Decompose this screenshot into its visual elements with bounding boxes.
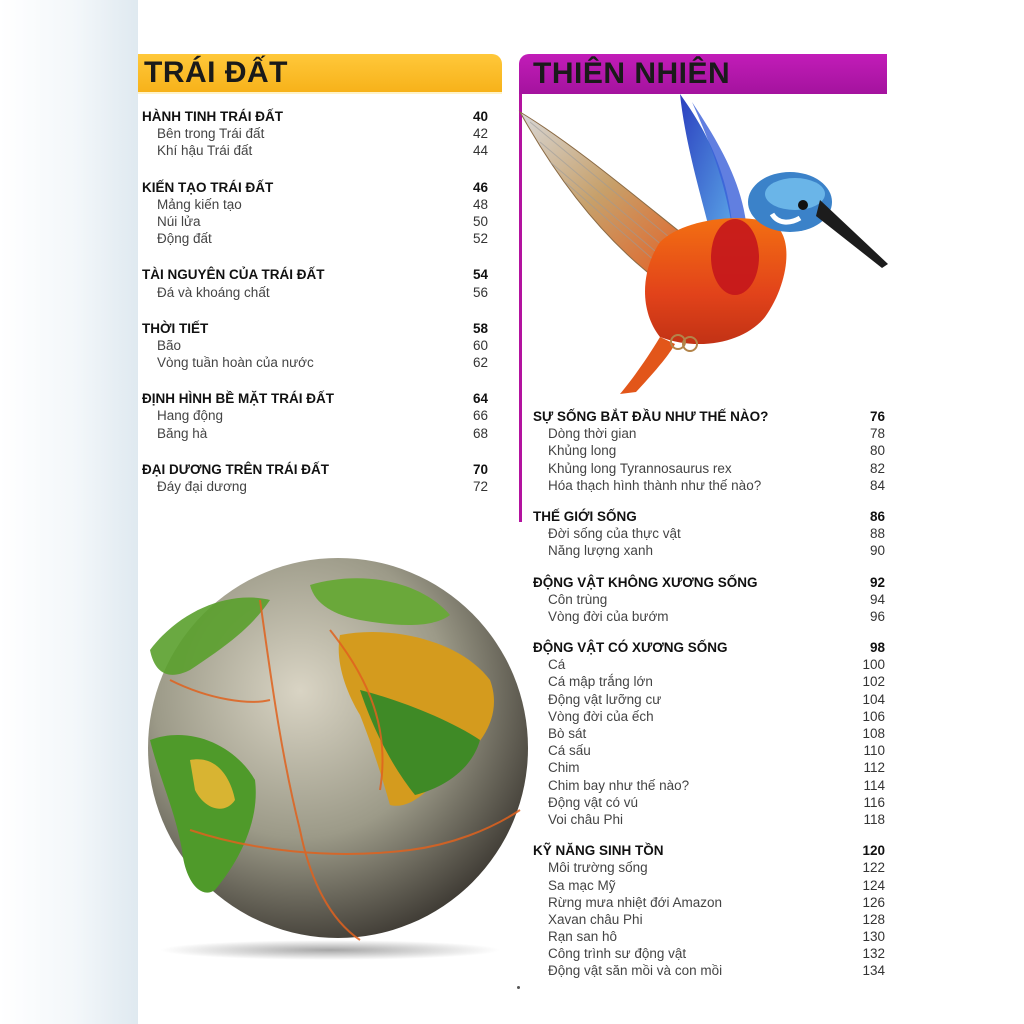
toc-entry-title: Động vật lưỡng cư (548, 691, 662, 707)
toc-entry-page: 132 (862, 946, 885, 962)
toc-entry-title: Khủng long Tyrannosaurus rex (548, 460, 732, 476)
toc-section (533, 842, 885, 980)
toc-entry-page: 108 (862, 726, 885, 741)
toc-entry-page: 134 (862, 963, 885, 979)
toc-entry-title: Chim (548, 760, 580, 776)
toc-entry (142, 354, 488, 371)
toc-entry (533, 759, 885, 776)
toc-entry-title: Hóa thạch hình thành như thế nào? (548, 477, 762, 493)
nature-title: THIÊN NHIÊN (533, 57, 731, 90)
toc-entry-title: Khủng long (548, 443, 617, 459)
toc-entry-page: 84 (869, 477, 885, 493)
toc-section-heading (142, 390, 488, 407)
toc-entry (533, 777, 885, 794)
toc-section-heading (142, 461, 488, 478)
toc-section (533, 408, 885, 494)
toc-entry (533, 794, 885, 811)
toc-section-heading (533, 639, 885, 656)
toc-entry-page: 106 (862, 708, 885, 724)
toc-entry-page: 128 (862, 911, 885, 927)
toc-section (142, 108, 488, 160)
toc-section-page: 86 (869, 508, 885, 524)
toc-entry (533, 962, 885, 979)
toc-entry-page: 68 (472, 425, 488, 441)
toc-section (142, 461, 488, 495)
toc-entry-title: Bên trong Trái đất (157, 126, 265, 142)
toc-entry (533, 608, 885, 625)
toc-entry (533, 811, 885, 828)
toc-entry (142, 284, 488, 301)
toc-entry (533, 911, 885, 928)
toc-entry-page: 102 (862, 674, 885, 690)
toc-section-title: THỜI TIẾT (142, 320, 209, 336)
toc-entry-title: Đáy đại dương (157, 479, 247, 494)
toc-section-title: HÀNH TINH TRÁI ĐẤT (142, 109, 283, 124)
toc-entry-page: 100 (862, 657, 885, 673)
toc-entry-page: 88 (869, 526, 885, 542)
toc-entry-page: 122 (862, 860, 885, 876)
toc-section (142, 320, 488, 372)
toc-entry-page: 112 (863, 760, 885, 776)
print-mark (517, 986, 520, 989)
toc-entry-title: Đá và khoáng chất (157, 284, 270, 300)
toc-entry (533, 460, 885, 477)
toc-entry-title: Dòng thời gian (548, 426, 637, 442)
toc-section-page: 70 (472, 461, 488, 477)
toc-section-title: ĐỘNG VẬT CÓ XƯƠNG SỐNG (533, 640, 728, 656)
toc-entry (142, 337, 488, 354)
toc-entry-title: Năng lượng xanh (548, 543, 653, 559)
toc-section-page: 92 (869, 574, 885, 590)
toc-entry (533, 425, 885, 442)
toc-entry-title: Chim bay như thế nào? (548, 777, 690, 793)
toc-entry (533, 525, 885, 542)
toc-entry-title: Công trình sư động vật (548, 946, 687, 962)
toc-entry-page: 44 (472, 143, 488, 159)
toc-entry (142, 407, 488, 424)
toc-entry-title: Bão (157, 337, 182, 353)
toc-entry (533, 894, 885, 911)
toc-section-title: THẾ GIỚI SỐNG (533, 508, 637, 524)
toc-section-heading (533, 508, 885, 525)
toc-entry-page: 114 (863, 777, 885, 793)
toc-entry-title: Vòng tuần hoàn của nước (157, 355, 314, 371)
toc-entry-title: Mảng kiến tạo (157, 196, 242, 212)
toc-entry (142, 142, 488, 159)
toc-entry-title: Cá mập trắng lớn (548, 674, 653, 690)
toc-section-page: 64 (472, 391, 488, 407)
toc-entry-title: Bò sát (548, 726, 587, 741)
toc-entry-title: Sa mạc Mỹ (548, 877, 616, 893)
toc-entry-title: Môi trường sống (548, 860, 648, 876)
toc-section-title: ĐỊNH HÌNH BỀ MẶT TRÁI ĐẤT (142, 391, 334, 407)
toc-section-page: 120 (862, 843, 885, 859)
toc-section-heading (142, 108, 488, 125)
toc-entry (142, 125, 488, 142)
toc-entry-page: 90 (869, 543, 885, 559)
toc-entry (533, 673, 885, 690)
toc-section (533, 508, 885, 560)
toc-entry-title: Xavan châu Phi (548, 911, 643, 927)
toc-entry (533, 656, 885, 673)
toc-entry-title: Động vật săn mồi và con mồi (548, 963, 723, 979)
toc-entry-title: Núi lửa (157, 213, 201, 229)
toc-entry-title: Động đất (157, 231, 212, 247)
toc-section-page: 54 (472, 267, 488, 283)
kingfisher-illustration (510, 82, 890, 402)
toc-entry-title: Động vật có vú (548, 794, 639, 810)
toc-entry-page: 124 (862, 877, 885, 893)
toc-entry-page: 104 (862, 691, 885, 707)
toc-section-page: 76 (869, 409, 885, 424)
toc-nature (533, 408, 885, 980)
toc-section-heading (142, 179, 488, 196)
toc-entry-page: 52 (472, 231, 488, 247)
toc-entry-title: Cá sấu (548, 743, 591, 759)
earth-globe-illustration (130, 530, 530, 960)
toc-entry (533, 945, 885, 962)
toc-entry-page: 130 (862, 929, 885, 945)
toc-earth (142, 108, 488, 495)
toc-entry (142, 196, 488, 213)
toc-entry (142, 230, 488, 247)
toc-entry-page: 60 (472, 337, 488, 353)
toc-entry (533, 928, 885, 945)
toc-section-heading (142, 320, 488, 337)
toc-section-title: ĐẠI DƯƠNG TRÊN TRÁI ĐẤT (142, 461, 329, 477)
earth-title: TRÁI ĐẤT (144, 56, 288, 89)
toc-entry-title: Hang động (157, 408, 224, 424)
toc-section (142, 266, 488, 300)
toc-entry (533, 542, 885, 559)
toc-entry-page: 80 (869, 443, 885, 459)
toc-entry-page: 66 (472, 408, 488, 424)
toc-section (142, 179, 488, 248)
toc-entry-page: 96 (869, 608, 885, 624)
toc-entry (142, 213, 488, 230)
toc-section-page: 98 (869, 640, 885, 656)
toc-entry-title: Khí hậu Trái đất (157, 143, 253, 159)
toc-entry-page: 42 (472, 126, 488, 142)
toc-entry-page: 78 (869, 426, 885, 442)
toc-section (533, 574, 885, 626)
toc-entry (142, 425, 488, 442)
toc-entry (142, 478, 488, 495)
toc-entry-page: 48 (472, 196, 488, 212)
toc-entry-page: 50 (472, 213, 488, 229)
toc-section-heading (533, 408, 885, 425)
toc-section-page: 58 (472, 320, 488, 336)
toc-entry-page: 116 (863, 794, 885, 810)
section-header-earth (138, 54, 502, 94)
toc-section-page: 46 (472, 179, 488, 195)
toc-entry-page: 56 (472, 284, 488, 300)
toc-entry-title: Cá (548, 657, 566, 673)
toc-entry (533, 859, 885, 876)
toc-entry (533, 442, 885, 459)
toc-entry-page: 118 (863, 811, 885, 827)
toc-entry-page: 126 (862, 894, 885, 910)
toc-section-heading (533, 842, 885, 859)
toc-section-title: SỰ SỐNG BẮT ĐẦU NHƯ THẾ NÀO? (533, 409, 769, 424)
toc-entry-title: Vòng đời của ếch (548, 708, 654, 724)
toc-section-heading (142, 266, 488, 283)
toc-section-title: TÀI NGUYÊN CỦA TRÁI ĐẤT (142, 267, 325, 283)
toc-entry (533, 742, 885, 759)
toc-entry-title: Đời sống của thực vật (548, 526, 681, 542)
toc-section (142, 390, 488, 442)
toc-entry (533, 691, 885, 708)
toc-entry-title: Băng hà (157, 425, 208, 441)
toc-entry-title: Voi châu Phi (548, 811, 624, 827)
toc-section-heading (533, 574, 885, 591)
toc-entry-title: Rạn san hô (548, 929, 618, 945)
toc-entry-title: Côn trùng (548, 591, 608, 607)
book-spine-shadow (0, 0, 138, 1024)
toc-entry (533, 725, 885, 742)
toc-section-page: 40 (472, 109, 488, 124)
toc-section-title: KIẾN TẠO TRÁI ĐẤT (142, 179, 274, 195)
toc-entry-title: Vòng đời của bướm (548, 608, 669, 624)
toc-entry (533, 877, 885, 894)
toc-entry-page: 94 (869, 591, 885, 607)
toc-entry-title: Rừng mưa nhiệt đới Amazon (548, 894, 723, 910)
toc-section-title: ĐỘNG VẬT KHÔNG XƯƠNG SỐNG (533, 574, 758, 590)
toc-entry (533, 591, 885, 608)
toc-entry (533, 708, 885, 725)
toc-entry-page: 62 (472, 355, 488, 371)
toc-entry-page: 82 (869, 460, 885, 476)
toc-section (533, 639, 885, 828)
toc-section-title: KỸ NĂNG SINH TỒN (533, 843, 664, 859)
toc-entry (533, 477, 885, 494)
toc-entry-page: 110 (863, 743, 885, 759)
toc-entry-page: 72 (472, 479, 488, 494)
